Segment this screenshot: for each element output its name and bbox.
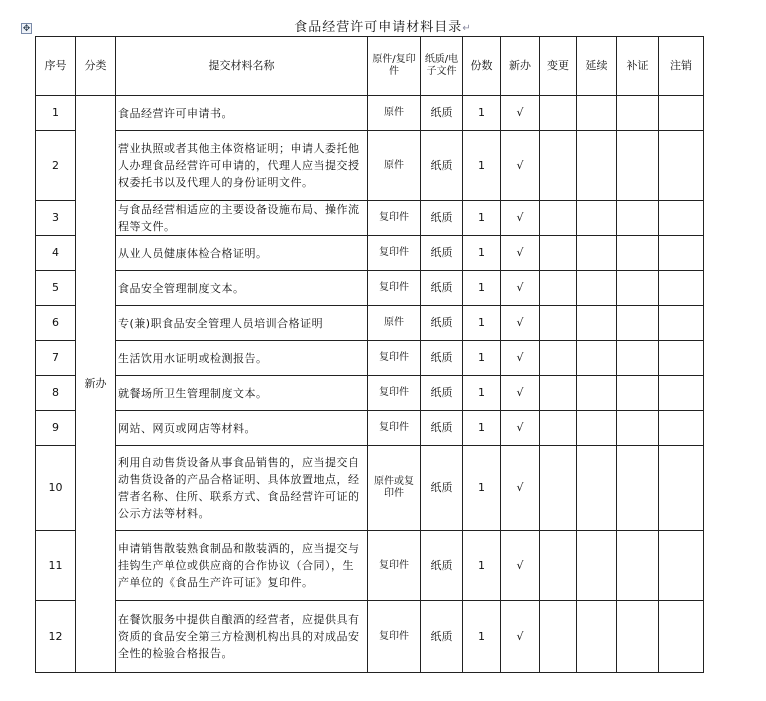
copy-count: 1 (463, 131, 501, 201)
row-number: 9 (36, 411, 76, 446)
reissue-mark (617, 271, 659, 306)
medium: 纸质 (421, 131, 463, 201)
table-row (36, 446, 704, 531)
row-number: 11 (36, 531, 76, 601)
new-application-mark: √ (501, 531, 540, 601)
cancel-mark (659, 96, 704, 131)
table-row (36, 376, 704, 411)
change-mark (540, 411, 577, 446)
cancel-mark (659, 271, 704, 306)
document-type: 复印件 (368, 601, 421, 673)
change-mark (540, 376, 577, 411)
renew-mark (577, 411, 617, 446)
cancel-mark (659, 376, 704, 411)
table-row (36, 271, 704, 306)
cancel-mark (659, 601, 704, 673)
header-seq: 序号 (36, 37, 76, 96)
new-application-mark: √ (501, 411, 540, 446)
medium: 纸质 (421, 341, 463, 376)
renew-mark (577, 376, 617, 411)
copy-count: 1 (463, 446, 501, 531)
header-count: 份数 (463, 37, 501, 96)
cancel-mark (659, 236, 704, 271)
row-number: 7 (36, 341, 76, 376)
medium: 纸质 (421, 376, 463, 411)
document-title (0, 16, 766, 35)
medium: 纸质 (421, 236, 463, 271)
header-material-name: 提交材料名称 (116, 37, 368, 96)
new-application-mark: √ (501, 306, 540, 341)
row-number: 2 (36, 131, 76, 201)
document-type: 原件 (368, 96, 421, 131)
document-type: 复印件 (368, 341, 421, 376)
medium: 纸质 (421, 306, 463, 341)
document-type: 原件或复印件 (368, 446, 421, 531)
cancel-mark (659, 306, 704, 341)
material-name: 就餐场所卫生管理制度文本。 (116, 376, 368, 411)
medium: 纸质 (421, 271, 463, 306)
change-mark (540, 531, 577, 601)
reissue-mark (617, 376, 659, 411)
copy-count: 1 (463, 236, 501, 271)
medium: 纸质 (421, 411, 463, 446)
table-row (36, 96, 704, 131)
table-row (36, 201, 704, 236)
reissue-mark (617, 341, 659, 376)
new-application-mark: √ (501, 446, 540, 531)
header-change: 变更 (540, 37, 577, 96)
reissue-mark (617, 601, 659, 673)
row-number: 4 (36, 236, 76, 271)
table-move-handle[interactable]: ✥ (22, 24, 31, 34)
document-type: 复印件 (368, 376, 421, 411)
copy-count: 1 (463, 601, 501, 673)
renew-mark (577, 96, 617, 131)
cancel-mark (659, 531, 704, 601)
renew-mark (577, 271, 617, 306)
table-row (36, 306, 704, 341)
new-application-mark: √ (501, 131, 540, 201)
renew-mark (577, 201, 617, 236)
header-renew: 延续 (577, 37, 617, 96)
title-text: 食品经营许可申请材料目录 (294, 20, 463, 35)
row-number: 6 (36, 306, 76, 341)
medium: 纸质 (421, 531, 463, 601)
change-mark (540, 446, 577, 531)
renew-mark (577, 131, 617, 201)
document-type: 原件 (368, 306, 421, 341)
header-category: 分类 (76, 37, 116, 96)
table-row (36, 131, 704, 201)
document-type: 复印件 (368, 271, 421, 306)
medium: 纸质 (421, 601, 463, 673)
document-type: 复印件 (368, 236, 421, 271)
header-reissue: 补证 (617, 37, 659, 96)
new-application-mark: √ (501, 341, 540, 376)
material-name: 营业执照或者其他主体资格证明；申请人委托他人办理食品经营许可申请的，代理人应当提交授权委托书以及代理人的身份证明文件。 (116, 131, 368, 201)
category-cell: 新办 (76, 96, 116, 673)
copy-count: 1 (463, 271, 501, 306)
copy-count: 1 (463, 96, 501, 131)
copy-count: 1 (463, 306, 501, 341)
renew-mark (577, 236, 617, 271)
renew-mark (577, 446, 617, 531)
change-mark (540, 201, 577, 236)
renew-mark (577, 601, 617, 673)
change-mark (540, 601, 577, 673)
material-name: 与食品经营相适应的主要设备设施布局、操作流程等文件。 (116, 201, 368, 236)
material-name: 在餐饮服务中提供自酿酒的经营者，应提供具有资质的食品安全第三方检测机构出具的对成品安全性的检验合格报告。 (116, 601, 368, 673)
document-type: 复印件 (368, 201, 421, 236)
reissue-mark (617, 446, 659, 531)
row-number: 5 (36, 271, 76, 306)
cancel-mark (659, 411, 704, 446)
material-name: 申请销售散装熟食制品和散装酒的，应当提交与挂钩生产单位或供应商的合作协议（合同），生产单位的《食品生产许可证》复印件。 (116, 531, 368, 601)
change-mark (540, 236, 577, 271)
document-type: 复印件 (368, 531, 421, 601)
table-row (36, 601, 704, 673)
material-name: 专(兼)职食品安全管理人员培训合格证明 (116, 306, 368, 341)
document-type: 复印件 (368, 411, 421, 446)
copy-count: 1 (463, 341, 501, 376)
table-row (36, 341, 704, 376)
new-application-mark: √ (501, 96, 540, 131)
reissue-mark (617, 236, 659, 271)
row-number: 12 (36, 601, 76, 673)
document-type: 原件 (368, 131, 421, 201)
table-row (36, 531, 704, 601)
change-mark (540, 96, 577, 131)
cancel-mark (659, 341, 704, 376)
row-number: 8 (36, 376, 76, 411)
copy-count: 1 (463, 201, 501, 236)
table-row (36, 411, 704, 446)
material-name: 生活饮用水证明或检测报告。 (116, 341, 368, 376)
change-mark (540, 131, 577, 201)
new-application-mark: √ (501, 236, 540, 271)
medium: 纸质 (421, 446, 463, 531)
new-application-mark: √ (501, 376, 540, 411)
paragraph-mark: ↵ (462, 23, 472, 34)
header-paper-electronic: 纸质/电子文件 (421, 37, 463, 96)
material-name: 食品安全管理制度文本。 (116, 271, 368, 306)
material-name: 食品经营许可申请书。 (116, 96, 368, 131)
materials-table (35, 36, 704, 673)
change-mark (540, 341, 577, 376)
medium: 纸质 (421, 201, 463, 236)
material-name: 利用自动售货设备从事食品销售的，应当提交自动售货设备的产品合格证明、具体放置地点，经营者名称、住所、联系方式、食品经营许可证的公示方法等材料。 (116, 446, 368, 531)
copy-count: 1 (463, 376, 501, 411)
header-cancel: 注销 (659, 37, 704, 96)
header-row (36, 37, 704, 96)
new-application-mark: √ (501, 201, 540, 236)
table-row (36, 236, 704, 271)
new-application-mark: √ (501, 271, 540, 306)
copy-count: 1 (463, 411, 501, 446)
cancel-mark (659, 446, 704, 531)
header-new: 新办 (501, 37, 540, 96)
reissue-mark (617, 131, 659, 201)
medium: 纸质 (421, 96, 463, 131)
copy-count: 1 (463, 531, 501, 601)
renew-mark (577, 531, 617, 601)
row-number: 3 (36, 201, 76, 236)
reissue-mark (617, 411, 659, 446)
change-mark (540, 271, 577, 306)
cancel-mark (659, 201, 704, 236)
header-original-copy: 原件/复印件 (368, 37, 421, 96)
reissue-mark (617, 96, 659, 131)
renew-mark (577, 341, 617, 376)
renew-mark (577, 306, 617, 341)
reissue-mark (617, 201, 659, 236)
change-mark (540, 306, 577, 341)
cancel-mark (659, 131, 704, 201)
row-number: 1 (36, 96, 76, 131)
new-application-mark: √ (501, 601, 540, 673)
row-number: 10 (36, 446, 76, 531)
reissue-mark (617, 306, 659, 341)
material-name: 网站、网页或网店等材料。 (116, 411, 368, 446)
material-name: 从业人员健康体检合格证明。 (116, 236, 368, 271)
reissue-mark (617, 531, 659, 601)
